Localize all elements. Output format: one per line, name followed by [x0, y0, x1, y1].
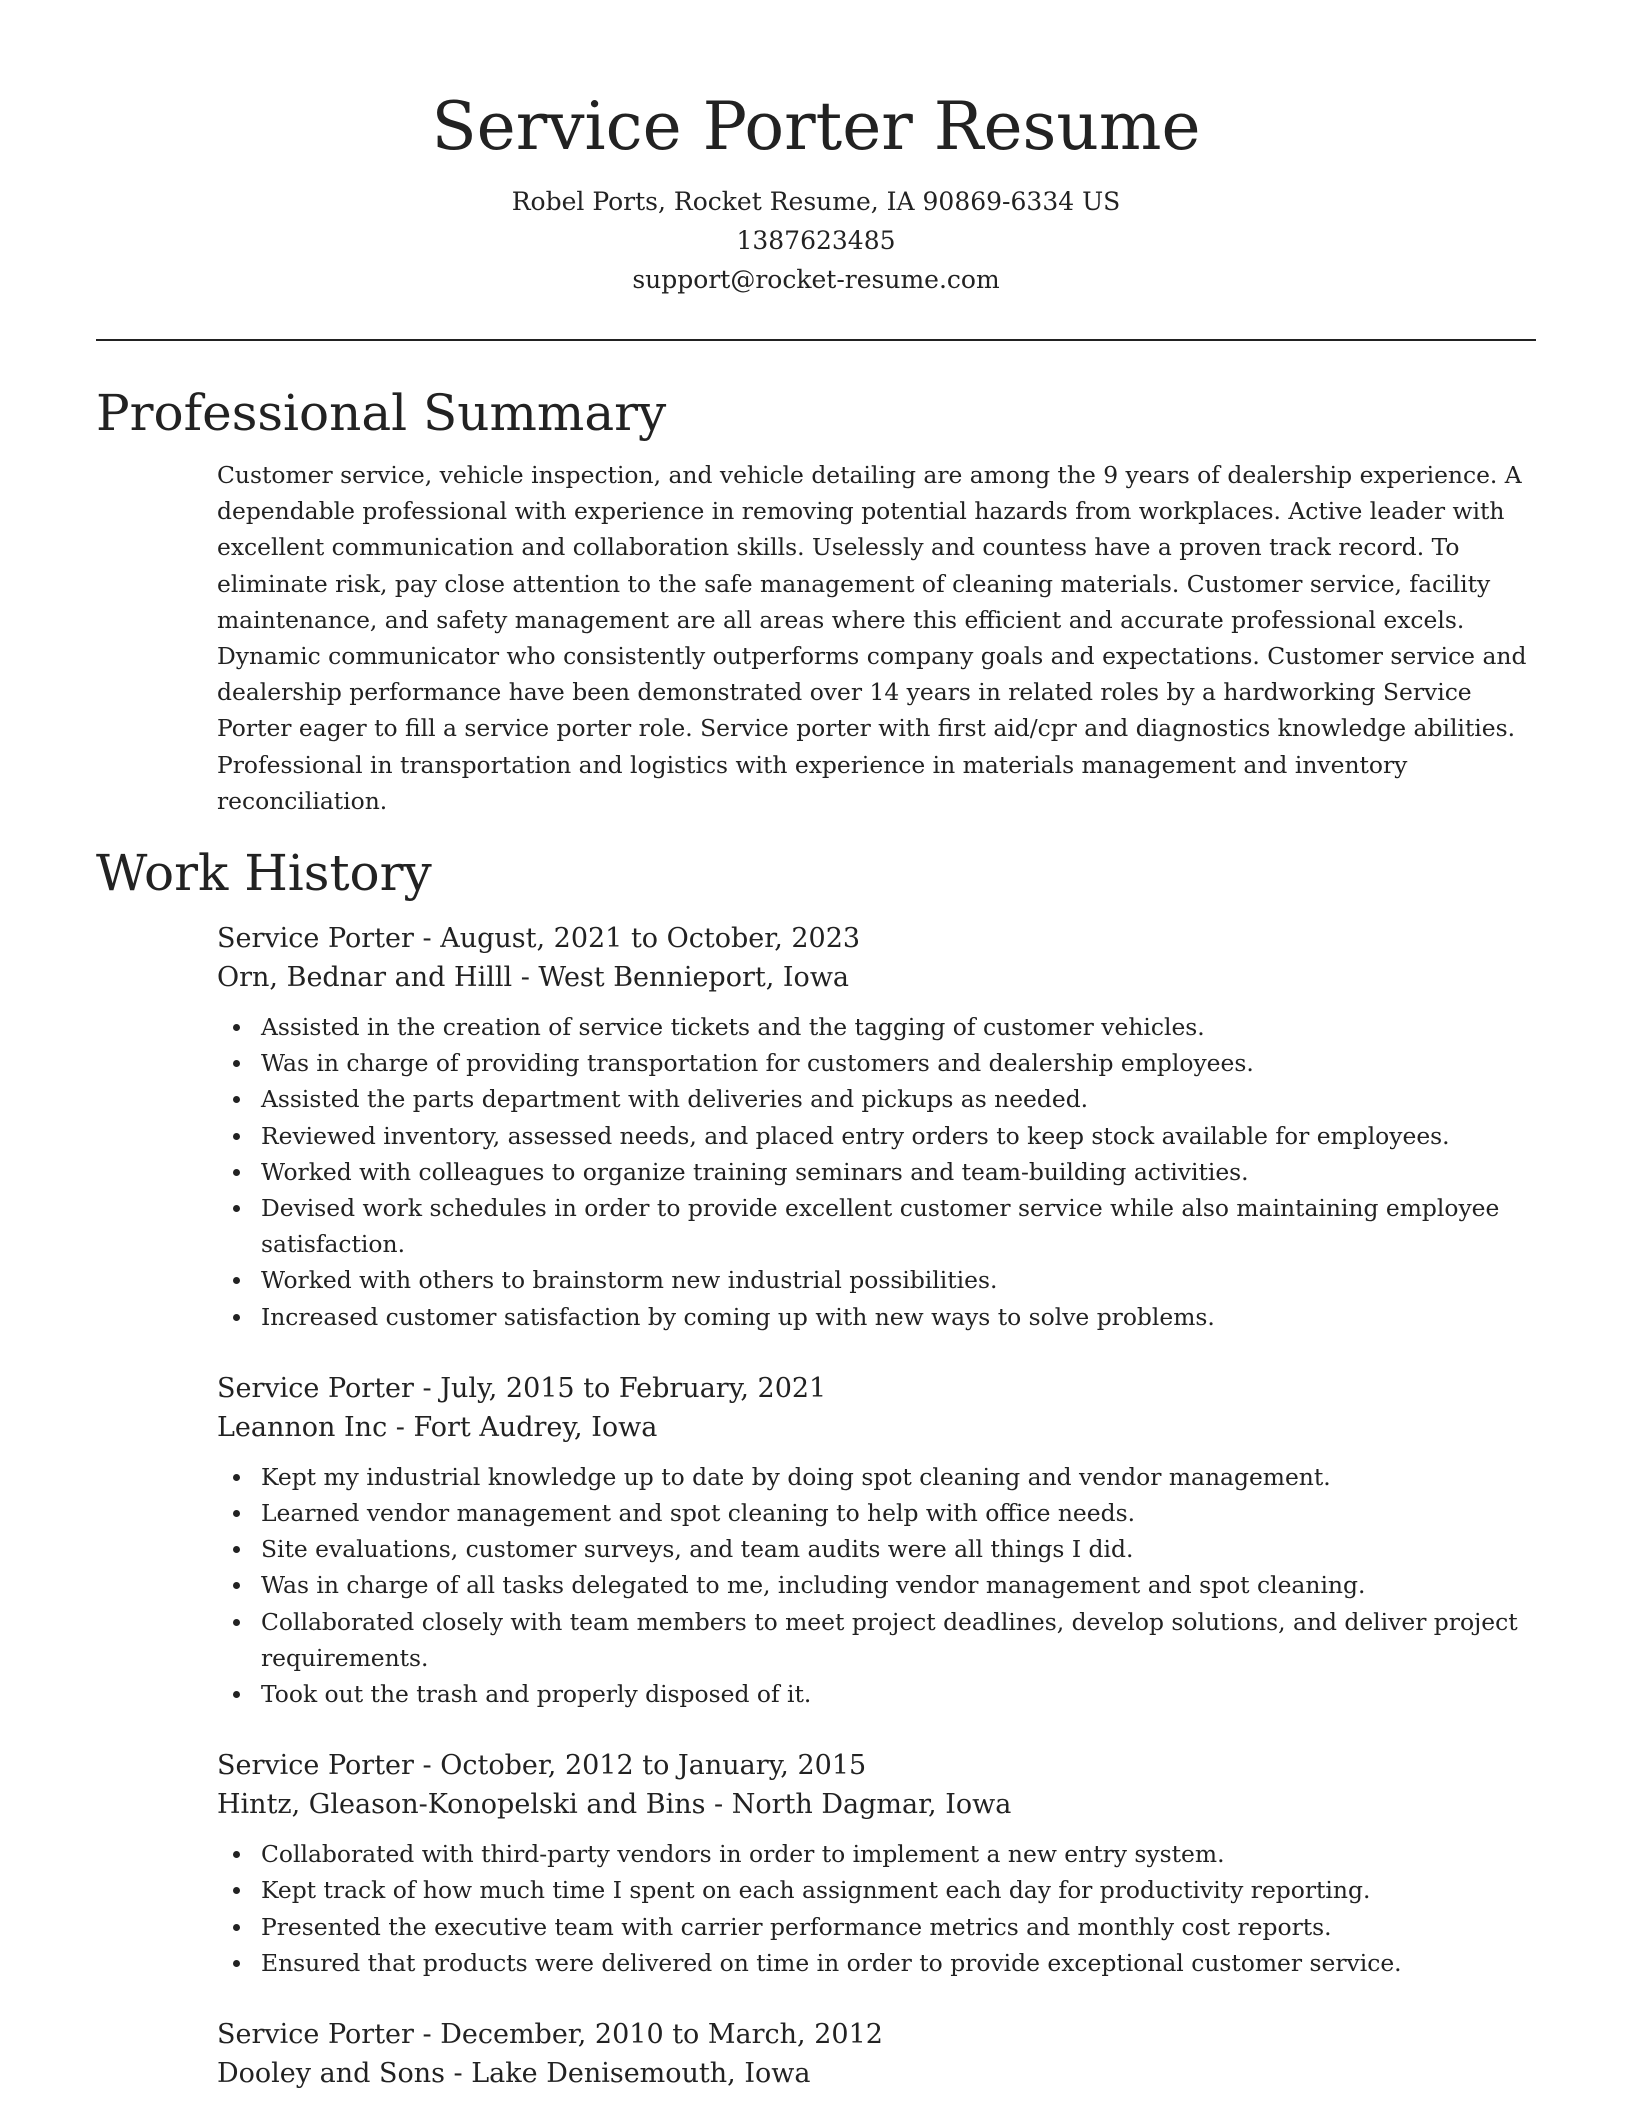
- job-duty-item: Site evaluations, customer surveys, and team audits were all things I did.: [217, 1531, 1536, 1567]
- job-duty-item: Worked with others to brainstorm new industrial possibilities.: [217, 1262, 1536, 1298]
- resume-header: [96, 0, 1536, 299]
- job-duty-item: Ensured that products were delivered on time in order to provide exceptional customer service.: [217, 1945, 1536, 1981]
- resume-title: Service Porter Resume: [431, 88, 1201, 165]
- job-duties-list: [217, 1009, 1536, 1335]
- job-title-line: Service Porter - October, 2012 to January, 2015: [217, 1750, 867, 1782]
- work-history-section: [96, 841, 1536, 2093]
- job-duty-item: Kept track of how much time I spent on each assignment each day for productivity reporting.: [217, 1872, 1536, 1908]
- job-entry: [217, 919, 1536, 1335]
- job-duty-item: Increased customer satisfaction by coming up with new ways to solve problems.: [217, 1299, 1536, 1335]
- job-duty-item: Devised work schedules in order to provide excellent customer service while also maintaining employee satisfaction.: [217, 1190, 1536, 1262]
- job-title-line: Service Porter - July, 2015 to February, 2021: [217, 1372, 827, 1404]
- job-title-line: Service Porter - August, 2021 to October, 2023: [217, 923, 861, 955]
- contact-phone: 1387623485: [736, 226, 896, 255]
- summary-section: [96, 381, 1536, 819]
- job-duties-list: [217, 1459, 1536, 1712]
- job-entry: [217, 1746, 1536, 1981]
- job-company-line: Orn, Bednar and Hilll - West Bennieport, Iowa: [217, 962, 850, 994]
- job-entry: [217, 2015, 1536, 2093]
- job-company-line: Hintz, Gleason-Konopelski and Bins - North Dagmar, Iowa: [217, 1789, 1012, 1821]
- summary-heading: Professional Summary: [96, 384, 667, 442]
- job-duty-item: Took out the trash and properly disposed of it.: [217, 1676, 1536, 1712]
- job-duty-item: Was in charge of all tasks delegated to me, including vendor management and spot cleaning.: [217, 1567, 1536, 1603]
- job-duty-item: Assisted the parts department with deliveries and pickups as needed.: [217, 1081, 1536, 1117]
- header-divider: [96, 339, 1536, 341]
- job-duty-item: Collaborated with third-party vendors in order to implement a new entry system.: [217, 1836, 1536, 1872]
- summary-body: [217, 457, 1536, 819]
- job-duty-item: Assisted in the creation of service tickets and the tagging of customer vehicles.: [217, 1009, 1536, 1045]
- job-company-line: Dooley and Sons - Lake Denisemouth, Iowa: [217, 2058, 811, 2090]
- summary-text: Customer service, vehicle inspection, and vehicle detailing are among the 9 years of dealership experience. A dependable professional with experience in removing potential hazards from workplaces. Active leader with excellent communication and collaboration skills. Uselessly and countess have a proven track record. To eliminate risk, pay close attention to the safe management of cleaning materials. Customer service, facility maintenance, and safety management are all areas where this efficient and accurate professional excels. Dynamic communicator who consistently outperforms company goals and expectations. Customer service and dealership performance have been demonstrated over 14 years in related roles by a hardworking Service Porter eager to fill a service porter role. Service porter with first aid/cpr and diagnostics knowledge abilities. Professional in transportation and logistics with experience in materials management and inventory reconciliation.: [217, 461, 1527, 815]
- work-history-heading: Work History: [96, 844, 432, 903]
- contact-email: support@rocket-resume.com: [632, 265, 1000, 294]
- job-duties-list: [217, 1836, 1536, 1981]
- contact-block: [96, 182, 1536, 299]
- job-duty-item: Reviewed inventory, assessed needs, and placed entry orders to keep stock available for employees.: [217, 1118, 1536, 1154]
- job-entry: [217, 1369, 1536, 1712]
- job-company-line: Leannon Inc - Fort Audrey, Iowa: [217, 1411, 658, 1443]
- job-duty-item: Learned vendor management and spot cleaning to help with office needs.: [217, 1495, 1536, 1531]
- job-duty-item: Was in charge of providing transportation for customers and dealership employees.: [217, 1045, 1536, 1081]
- job-duty-item: Worked with colleagues to organize training seminars and team-building activities.: [217, 1154, 1536, 1190]
- job-duty-item: Presented the executive team with carrier performance metrics and monthly cost reports.: [217, 1909, 1536, 1945]
- contact-address: Robel Ports, Rocket Resume, IA 90869-6334 US: [511, 187, 1121, 216]
- work-history-body: [217, 919, 1536, 2093]
- job-duty-item: Kept my industrial knowledge up to date by doing spot cleaning and vendor management.: [217, 1459, 1536, 1495]
- job-title-line: Service Porter - December, 2010 to March, 2012: [217, 2019, 883, 2051]
- job-duty-item: Collaborated closely with team members to meet project deadlines, develop solutions, and deliver project requirements.: [217, 1604, 1536, 1676]
